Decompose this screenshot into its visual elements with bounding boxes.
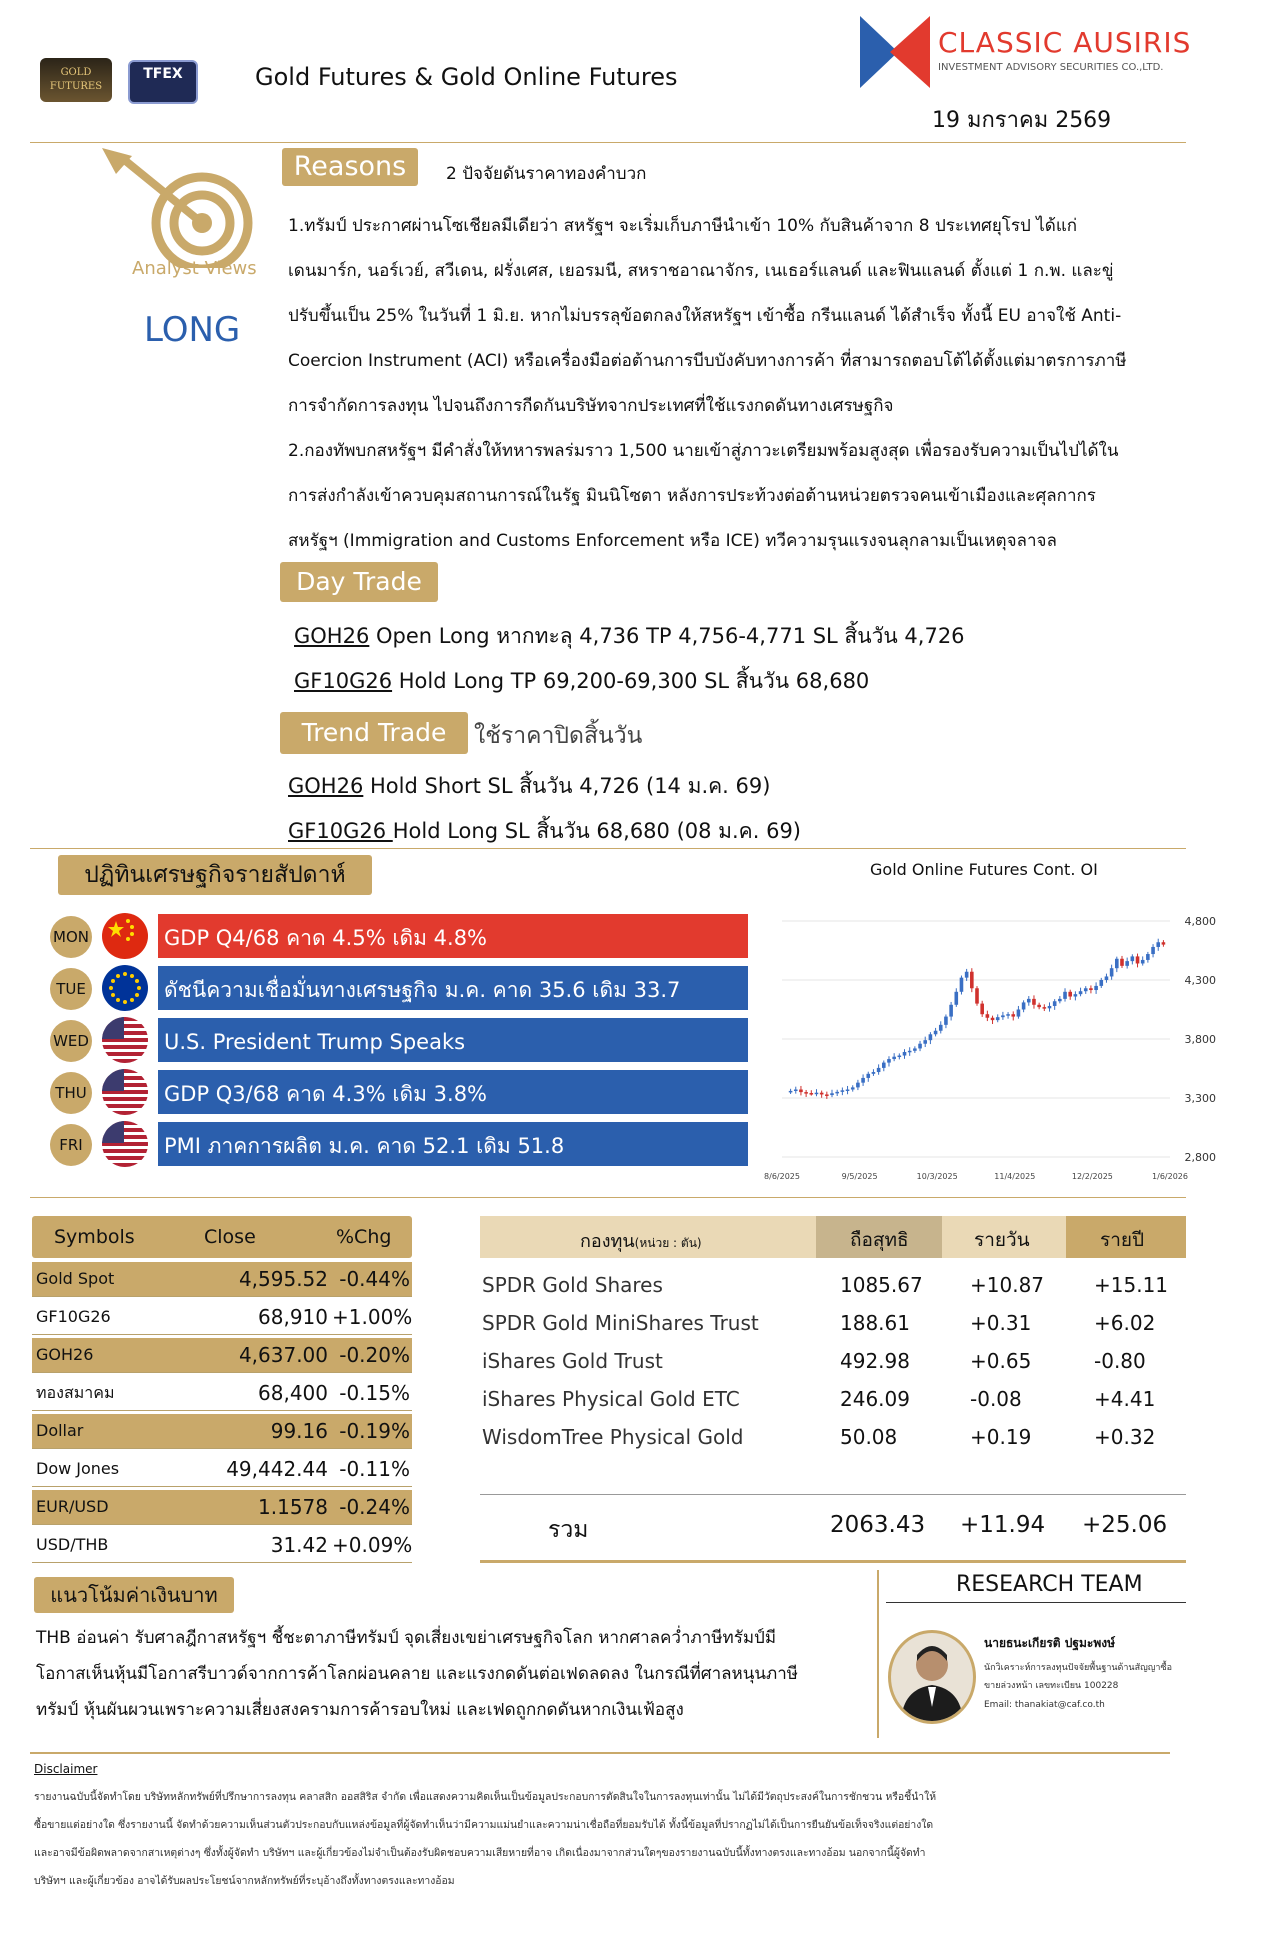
calendar-event: ดัชนีความเชื่อมั่นทางเศรษฐกิจ ม.ค. คาด 35.6 เดิม 33.7 bbox=[156, 964, 750, 1012]
day-trade-text-1: Open Long หากทะลุ 4,736 TP 4,756-4,771 SL สิ้นวัน 4,726 bbox=[369, 624, 965, 648]
symbol-chg: -0.24% bbox=[332, 1490, 412, 1524]
symbol-close: 1.1578 bbox=[188, 1490, 332, 1524]
baht-line-2: โอกาสเห็นหุ้นมีโอกาสรีบาวด์จากการค้าโลกผ่อนคลาย และแรงกดดันต่อเฟดลดลง ในกรณีที่ศาลหนุนภาษี bbox=[36, 1664, 798, 1684]
candle-body bbox=[898, 1056, 902, 1058]
symbol-name: Dow Jones bbox=[36, 1459, 120, 1478]
candle-body bbox=[1006, 1014, 1010, 1016]
candle-body bbox=[960, 978, 964, 992]
candle-body bbox=[965, 972, 969, 978]
symbol-close: 31.42 bbox=[270, 1533, 328, 1557]
research-role-2: ขายล่วงหน้า เลขทะเบียน 100228 bbox=[984, 1681, 1119, 1691]
candle-body bbox=[1120, 959, 1124, 966]
candle-body bbox=[970, 972, 974, 989]
day-trade-code-2: GF10G26 bbox=[294, 669, 393, 693]
etf-name: WisdomTree Physical Gold bbox=[482, 1425, 744, 1449]
tfex-logo bbox=[128, 60, 198, 104]
etf-day: -0.08 bbox=[970, 1387, 1022, 1411]
symbol-chg: +0.09% bbox=[332, 1533, 413, 1557]
candle-body bbox=[835, 1092, 839, 1094]
etf-day: +10.87 bbox=[970, 1273, 1045, 1297]
research-name: นายธนะเกียรติ ปฐมะพงษ์ bbox=[984, 1636, 1116, 1650]
symbol-close: 4,595.52 bbox=[188, 1262, 332, 1296]
y-tick-label: 4,800 bbox=[1184, 915, 1216, 928]
candle-body bbox=[799, 1090, 803, 1093]
symbol-name: GF10G26 bbox=[36, 1307, 111, 1326]
etf-total-year: +25.06 bbox=[1082, 1512, 1168, 1538]
candle-body bbox=[1022, 1002, 1026, 1009]
company-name: CLASSIC AUSIRIS bbox=[938, 26, 1192, 59]
candle-body bbox=[923, 1040, 927, 1044]
day-trade-line-1 bbox=[294, 620, 965, 653]
report-date: 19 มกราคม 2569 bbox=[932, 108, 1112, 133]
candle-body bbox=[846, 1090, 850, 1092]
candle-body bbox=[913, 1048, 917, 1050]
etf-header-hold: ถือสุทธิ bbox=[850, 1229, 909, 1251]
reason-line-1: 1.ทรัมป์ ประกาศผ่านโซเชียลมีเดียว่า สหรัฐฯ จะเริ่มเก็บภาษีนำเข้า 10% กับสินค้าจาก 8 ประเทศยุโรป ได้แก่ bbox=[288, 216, 1078, 236]
etf-hold: 492.98 bbox=[840, 1349, 910, 1373]
candle-body bbox=[1053, 1001, 1057, 1006]
candle-body bbox=[1115, 959, 1119, 968]
etf-row bbox=[476, 1418, 1186, 1456]
trend-trade-code-2: GF10G26 bbox=[288, 819, 393, 843]
disclaimer-line-3: และอาจมีข้อผิดพลาดจากสาเหตุต่างๆ ซึ่งทั้งผู้จัดทำ บริษัทฯ และผู้เกี่ยวข้องไม่จำเป็นต้องรับผิดชอบความเสียหายที่อาจ เกิดเนื่องมาจากส่วนใดๆของรายงานฉบับนี้ทั้งทางตรงและทางอ้อม นอกจากนี้ผู้จัดทำ bbox=[34, 1847, 926, 1859]
calendar-row-tue bbox=[50, 964, 750, 1012]
y-tick-label: 3,300 bbox=[1184, 1092, 1216, 1105]
candle-body bbox=[877, 1068, 881, 1072]
symbol-row bbox=[32, 1528, 412, 1563]
candle-body bbox=[810, 1093, 814, 1095]
candle-body bbox=[861, 1078, 865, 1083]
etf-hold: 246.09 bbox=[840, 1387, 910, 1411]
candle-body bbox=[1099, 980, 1103, 986]
etf-header bbox=[480, 1216, 1186, 1258]
day-badge: MON bbox=[50, 916, 92, 958]
candle-body bbox=[1027, 999, 1031, 1003]
symbol-name: Dollar bbox=[32, 1414, 188, 1448]
company-sub: INVESTMENT ADVISORY SECURITIES CO.,LTD. bbox=[938, 62, 1164, 73]
candle-body bbox=[882, 1063, 886, 1068]
company-logo-mark bbox=[860, 16, 930, 88]
candle-body bbox=[949, 1005, 953, 1017]
candle-body bbox=[991, 1018, 995, 1020]
etf-hold: 50.08 bbox=[840, 1425, 898, 1449]
candle-body bbox=[815, 1093, 819, 1095]
symbol-chg: -0.15% bbox=[339, 1381, 410, 1405]
symbol-close: 99.16 bbox=[188, 1414, 332, 1448]
research-role: นักวิเคราะห์การลงทุนปัจจัยพื้นฐานด้านสัญญาซื้อ bbox=[984, 1663, 1172, 1673]
candle-body bbox=[939, 1025, 943, 1031]
candle-body bbox=[986, 1014, 990, 1018]
candle-body bbox=[825, 1094, 829, 1096]
etf-name: iShares Physical Gold ETC bbox=[482, 1387, 740, 1411]
disclaimer-line-4: บริษัทฯ และผู้เกี่ยวข้อง อาจได้รับผลประโยชน์จากหลักทรัพย์ที่ระบุอ้างถึงทั้งทางตรงและทางอ้อม bbox=[34, 1875, 455, 1887]
day-badge: TUE bbox=[50, 968, 92, 1010]
etf-row bbox=[476, 1380, 1186, 1418]
etf-total-top-line bbox=[480, 1494, 1186, 1495]
x-tick-label: 12/2/2025 bbox=[1071, 1172, 1113, 1181]
candle-body bbox=[1017, 1010, 1021, 1017]
day-trade-title: Day Trade bbox=[280, 562, 438, 602]
candle-body bbox=[789, 1091, 793, 1093]
etf-name: SPDR Gold MiniShares Trust bbox=[482, 1311, 759, 1335]
etf-day: +0.19 bbox=[970, 1425, 1032, 1449]
chart-title: Gold Online Futures Cont. OI bbox=[870, 860, 1098, 879]
analyst-avatar bbox=[888, 1630, 976, 1724]
calendar-event: GDP Q3/68 คาด 4.3% เดิม 3.8% bbox=[156, 1068, 750, 1116]
etf-header-fund bbox=[580, 1226, 702, 1255]
calendar-row-wed bbox=[50, 1016, 750, 1064]
candle-body bbox=[841, 1090, 845, 1092]
y-tick-label: 3,800 bbox=[1184, 1033, 1216, 1046]
etf-header-year: รายปี bbox=[1100, 1229, 1145, 1251]
etf-day: +0.65 bbox=[970, 1349, 1032, 1373]
candle-body bbox=[980, 1004, 984, 1015]
trend-trade-text-1: Hold Short SL สิ้นวัน 4,726 (14 ม.ค. 69) bbox=[363, 774, 771, 798]
candle-body bbox=[975, 988, 979, 1003]
candle-body bbox=[1068, 992, 1072, 997]
candle-body bbox=[1105, 976, 1109, 980]
etf-total-day: +11.94 bbox=[960, 1512, 1046, 1538]
target-icon bbox=[92, 148, 272, 268]
reason-line-6: 2.กองทัพบกสหรัฐฯ มีคำสั่งให้ทหารพลร่มราว 1,500 นายเข้าสู่ภาวะเตรียมพร้อมสูงสุด เพื่อรองรับความเป็นไปได้ใน bbox=[288, 441, 1119, 461]
trend-trade-line-2 bbox=[288, 815, 801, 848]
candle-body bbox=[1131, 956, 1135, 961]
candle-body bbox=[820, 1093, 824, 1095]
candle-body bbox=[1136, 956, 1140, 963]
disclaimer-line-1: รายงานฉบับนี้จัดทำโดย บริษัทหลักทรัพย์ที่ปรึกษาการลงทุน คลาสสิก ออสสิริส จำกัด เพื่อแสดงความคิดเห็นเป็นข้อมูลประกอบการตัดสินใจในการลงทุนเท่านั้น ไม่ได้มีวัตถุประสงค์ในการชักชวน หรือชี้นำให้ bbox=[34, 1791, 937, 1803]
etf-year: -0.80 bbox=[1094, 1349, 1146, 1373]
symbol-row bbox=[32, 1300, 412, 1335]
symbol-name: ทองสมาคม bbox=[36, 1383, 115, 1402]
disclaimer-divider bbox=[30, 1752, 1170, 1754]
etf-year: +0.32 bbox=[1094, 1425, 1156, 1449]
symbol-close: 49,442.44 bbox=[226, 1457, 328, 1481]
candle-body bbox=[1032, 999, 1036, 1005]
y-tick-label: 2,800 bbox=[1184, 1151, 1216, 1164]
candle-body bbox=[1125, 961, 1129, 966]
reasons-title: Reasons bbox=[282, 148, 418, 186]
trade-divider bbox=[30, 848, 1186, 849]
calendar-row-mon bbox=[50, 912, 750, 960]
header-divider bbox=[30, 142, 1186, 143]
etf-total-bottom-line bbox=[480, 1560, 1186, 1563]
x-tick-label: 1/6/2026 bbox=[1152, 1172, 1188, 1181]
candle-body bbox=[1079, 991, 1083, 994]
trend-trade-code-1: GOH26 bbox=[288, 774, 364, 798]
reason-line-4: Coercion Instrument (ACI) หรือเครื่องมือต่อต้านการบีบบังคับทางการค้า ที่สามารถตอบโต้ได้ตั้งแต่มาตรการภาษี bbox=[288, 351, 1127, 371]
etf-header-fund-label: กองทุน bbox=[580, 1231, 635, 1252]
day-trade-line-2 bbox=[294, 665, 869, 698]
day-trade-code-1: GOH26 bbox=[294, 624, 370, 648]
day-badge: FRI bbox=[50, 1124, 92, 1166]
symbol-chg: +1.00% bbox=[332, 1305, 413, 1329]
candle-body bbox=[1058, 999, 1062, 1001]
us-flag-icon bbox=[102, 1017, 148, 1063]
candle-body bbox=[934, 1031, 938, 1035]
symbol-chg: -0.19% bbox=[332, 1414, 412, 1448]
page-title: Gold Futures & Gold Online Futures bbox=[255, 63, 678, 91]
candle-body bbox=[1151, 947, 1155, 954]
calendar-row-thu bbox=[50, 1068, 750, 1116]
research-divider bbox=[877, 1570, 879, 1738]
us-flag-icon bbox=[102, 1069, 148, 1115]
x-tick-label: 8/6/2025 bbox=[764, 1172, 800, 1181]
disclaimer-line-2: ซื้อขายแต่อย่างใด ซึ่งรายงานนี้ จัดทำด้วยความเห็นส่วนตัวประกอบกับแหล่งข้อมูลที่ผู้จัดทำเห็นว่ามีความแม่นยำและความน่าเชื่อถือที่ยอมรับได้ ทั้งนี้ข้อมูลที่ปรากฏไม่ได้เป็นการยืนยันข้อเท็จจริงแต่อย่างใด bbox=[34, 1819, 934, 1831]
candle-body bbox=[1156, 942, 1160, 947]
candle-body bbox=[1146, 954, 1150, 960]
gold-futures-logo bbox=[40, 58, 112, 102]
symbol-name: GOH26 bbox=[32, 1338, 188, 1372]
calendar-event: PMI ภาคการผลิต ม.ค. คาด 52.1 เดิม 51.8 bbox=[156, 1120, 750, 1168]
candle-body bbox=[794, 1090, 798, 1092]
trend-trade-line-1 bbox=[288, 770, 770, 803]
day-badge: WED bbox=[50, 1020, 92, 1062]
candle-body bbox=[1089, 988, 1093, 990]
x-tick-label: 10/3/2025 bbox=[916, 1172, 958, 1181]
candle-body bbox=[1094, 986, 1098, 990]
candle-body bbox=[1011, 1014, 1015, 1016]
symbol-close: 68,910 bbox=[258, 1305, 328, 1329]
symbol-close: 68,400 bbox=[258, 1381, 328, 1405]
reason-line-3: ปรับขึ้นเป็น 25% ในวันที่ 1 มิ.ย. หากไม่บรรลุข้อตกลงให้สหรัฐฯ เข้าซื้อ กรีนแลนด์ ได้สำเร็จ ทั้งนี้ EU อาจใช้ Anti- bbox=[288, 306, 1122, 326]
x-tick-label: 9/5/2025 bbox=[841, 1172, 878, 1181]
calendar-row-fri bbox=[50, 1120, 750, 1168]
candle-body bbox=[887, 1059, 891, 1063]
etf-name: SPDR Gold Shares bbox=[482, 1273, 663, 1297]
candle-body bbox=[1037, 1005, 1041, 1007]
symbols-header bbox=[32, 1216, 412, 1258]
symbol-row bbox=[32, 1414, 412, 1449]
analyst-view-long: LONG bbox=[144, 310, 241, 350]
reason-line-5: การจำกัดการลงทุน ไปจนถึงการกีดกันบริษัทจากประเทศที่ใช้แรงกดดันทางเศรษฐกิจ bbox=[288, 396, 894, 416]
china-flag-icon bbox=[102, 913, 148, 959]
trend-trade-title: Trend Trade bbox=[280, 712, 468, 754]
etf-row bbox=[476, 1342, 1186, 1380]
tfex-logo-text: TFEX bbox=[143, 66, 183, 82]
candle-body bbox=[918, 1044, 922, 1049]
etf-hold: 1085.67 bbox=[840, 1273, 923, 1297]
candle-body bbox=[1162, 942, 1166, 944]
symbol-name: Gold Spot bbox=[32, 1262, 188, 1296]
x-tick-label: 11/4/2025 bbox=[994, 1172, 1036, 1181]
gold-oi-chart bbox=[760, 895, 1230, 1185]
symbol-close: 4,637.00 bbox=[188, 1338, 332, 1372]
etf-hold: 188.61 bbox=[840, 1311, 910, 1335]
symbol-chg: -0.44% bbox=[332, 1262, 412, 1296]
day-trade-text-2: Hold Long TP 69,200-69,300 SL สิ้นวัน 68,680 bbox=[392, 669, 870, 693]
candle-body bbox=[1110, 968, 1114, 976]
symbol-name: USD/THB bbox=[36, 1535, 109, 1554]
candle-body bbox=[804, 1092, 808, 1094]
trend-trade-text-2: Hold Long SL สิ้นวัน 68,680 (08 ม.ค. 69) bbox=[392, 819, 801, 843]
symbols-header-chg: %Chg bbox=[336, 1226, 392, 1248]
reason-line-2: เดนมาร์ก, นอร์เวย์, สวีเดน, ฝรั่งเศส, เยอรมนี, สหราชอาณาจักร, เนเธอร์แลนด์ และฟินแลนด์ ตั้งแต่ 1 ก.พ. และขู่ bbox=[288, 261, 1114, 281]
trend-trade-note: ใช้ราคาปิดสิ้นวัน bbox=[474, 723, 643, 749]
baht-title: แนวโน้มค่าเงินบาท bbox=[34, 1577, 234, 1613]
candle-body bbox=[1001, 1015, 1005, 1017]
etf-year: +4.41 bbox=[1094, 1387, 1156, 1411]
candle-body bbox=[1141, 960, 1145, 964]
etf-header-unit: (หน่วย : ตัน) bbox=[634, 1236, 702, 1250]
research-title: RESEARCH TEAM bbox=[956, 1572, 1143, 1597]
candle-body bbox=[996, 1017, 1000, 1020]
etf-year: +15.11 bbox=[1094, 1273, 1169, 1297]
candle-body bbox=[866, 1074, 870, 1078]
etf-year: +6.02 bbox=[1094, 1311, 1156, 1335]
symbols-header-symbol: Symbols bbox=[54, 1226, 135, 1248]
symbol-row bbox=[32, 1376, 412, 1411]
reasons-subtitle: 2 ปัจจัยดันราคาทองคำบวก bbox=[446, 164, 647, 184]
baht-line-1: THB อ่อนค่า รับศาลฎีกาสหรัฐฯ ชี้ชะตาภาษีทรัมป์ จุดเสี่ยงเขย่าเศรษฐกิจโลก หากศาลคว่ำภาษีทรัมป์มี bbox=[36, 1628, 777, 1648]
reason-line-8: สหรัฐฯ (Immigration and Customs Enforcement หรือ ICE) ทวีความรุนแรงจนลุกลามเป็นเหตุจลาจล bbox=[288, 531, 1057, 551]
candle-body bbox=[954, 992, 958, 1005]
etf-day: +0.31 bbox=[970, 1311, 1032, 1335]
disclaimer-title: Disclaimer bbox=[34, 1762, 98, 1776]
symbol-chg: -0.20% bbox=[332, 1338, 412, 1372]
candle-body bbox=[1063, 992, 1067, 999]
candle-body bbox=[872, 1072, 876, 1074]
calendar-title: ปฏิทินเศรษฐกิจรายสัปดาห์ bbox=[58, 855, 372, 895]
etf-header-day: รายวัน bbox=[974, 1229, 1030, 1251]
etf-total-hold: 2063.43 bbox=[830, 1512, 926, 1538]
candle-body bbox=[944, 1017, 948, 1025]
etf-row bbox=[476, 1266, 1186, 1304]
symbol-name: EUR/USD bbox=[32, 1490, 188, 1524]
candle-body bbox=[908, 1051, 912, 1053]
y-tick-label: 4,300 bbox=[1184, 974, 1216, 987]
calendar-event: GDP Q4/68 คาด 4.5% เดิม 4.8% bbox=[156, 912, 750, 960]
analyst-views-label: Analyst Views bbox=[132, 258, 257, 279]
eu-flag-icon bbox=[102, 965, 148, 1011]
symbol-row bbox=[32, 1490, 412, 1525]
us-flag-icon bbox=[102, 1121, 148, 1167]
calendar-event: U.S. President Trump Speaks bbox=[156, 1016, 750, 1064]
symbol-chg: -0.11% bbox=[339, 1457, 410, 1481]
symbol-row bbox=[32, 1262, 412, 1297]
candle-body bbox=[830, 1093, 834, 1095]
candle-body bbox=[851, 1087, 855, 1089]
research-email: Email: thanakiat@caf.co.th bbox=[984, 1700, 1105, 1710]
candle-body bbox=[1084, 988, 1088, 991]
candle-body bbox=[1074, 994, 1078, 996]
etf-total-label: รวม bbox=[548, 1517, 589, 1543]
etf-name: iShares Gold Trust bbox=[482, 1349, 663, 1373]
candle-body bbox=[892, 1057, 896, 1059]
mid-divider bbox=[30, 1197, 1186, 1198]
candle-body bbox=[856, 1083, 860, 1088]
day-badge: THU bbox=[50, 1072, 92, 1114]
candle-body bbox=[1043, 1007, 1047, 1009]
candle-body bbox=[1048, 1006, 1052, 1008]
symbol-row bbox=[32, 1452, 412, 1487]
etf-row bbox=[476, 1304, 1186, 1342]
symbols-header-close: Close bbox=[204, 1226, 256, 1248]
research-title-line bbox=[886, 1602, 1186, 1603]
symbol-row bbox=[32, 1338, 412, 1373]
gold-futures-logo-text: GOLD FUTURES bbox=[49, 67, 103, 92]
candle-body bbox=[903, 1052, 907, 1056]
reason-line-7: การส่งกำลังเข้าควบคุมสถานการณ์ในรัฐ มินนิโซตา หลังการประท้วงต่อต้านหน่วยตรวจคนเข้าเมืองและศุลกากร bbox=[288, 486, 1096, 506]
candle-body bbox=[929, 1034, 933, 1040]
baht-line-3: ทรัมป์ หุ้นผันผวนเพราะความเสี่ยงสงครามการค้ารอบใหม่ และเฟดถูกกดดันหากเงินเฟ้อสูง bbox=[36, 1700, 684, 1720]
